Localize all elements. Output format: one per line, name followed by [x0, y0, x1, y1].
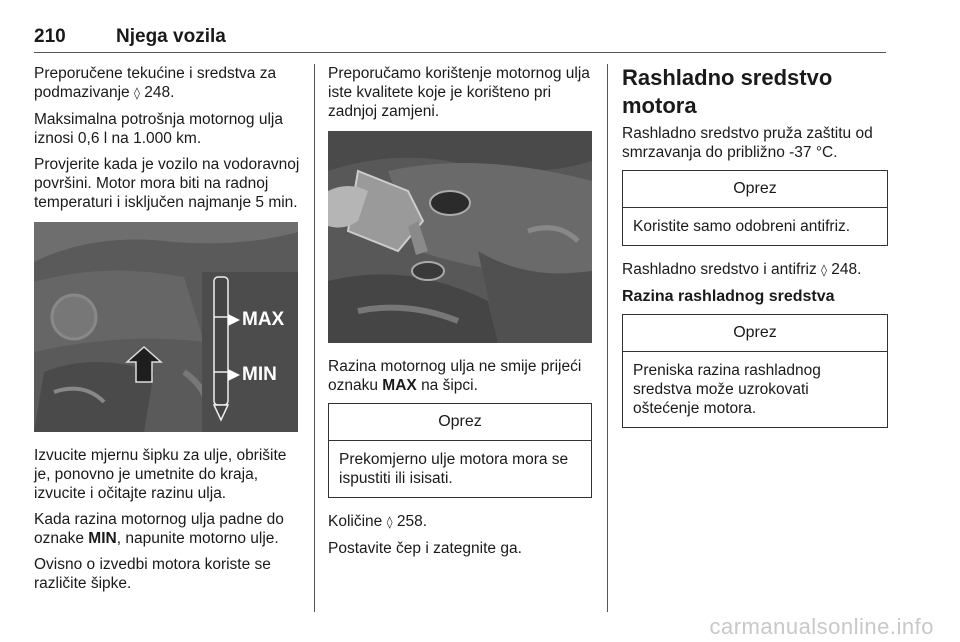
paragraph: Kada razina motornog ulja padne do oznake MIN, napunite motorno ulje.	[34, 511, 284, 547]
caution-box	[622, 170, 888, 246]
chapter-title: Njega vozila	[116, 26, 226, 47]
paragraph: Rashladno sredstvo i antifriz ◊ 248.	[622, 261, 862, 278]
column-divider	[314, 64, 315, 612]
paragraph: Provjerite kada je vozilo na vodoravnoj površini. Motor mora biti na radnoj temperaturi i isključen najmanje 5 min.	[34, 156, 300, 211]
watermark: carmanualsonline.info	[709, 614, 934, 639]
reference-icon: ◊	[133, 86, 140, 100]
page-reference: 258.	[396, 513, 428, 530]
column-3	[622, 64, 888, 442]
oil-filling-illustration	[328, 131, 592, 343]
page-number: 210	[34, 26, 66, 47]
paragraph: Preporučamo korištenje motornog ulja iste kvalitete koje je korišteno pri zadnjoj zamjeni.	[328, 65, 590, 120]
min-mark: MIN	[88, 530, 117, 547]
caution-box	[622, 314, 888, 428]
caution-title: Oprez	[623, 171, 887, 208]
caution-title: Oprez	[329, 404, 591, 441]
subsection-heading: Razina rashladnog sredstva	[622, 288, 835, 305]
reference-icon: ◊	[821, 263, 827, 277]
caution-title: Oprez	[623, 315, 887, 352]
paragraph: Preporučene tekućine i sredstva za podmazivanje ◊ 248.	[34, 65, 277, 101]
paragraph: Izvucite mjernu šipku za ulje, obrišite je, ponovno je umetnite do kraja, izvucite i očitajte razinu ulja.	[34, 447, 287, 502]
page-reference: 248.	[831, 261, 862, 278]
paragraph: Razina motornog ulja ne smije prijeći oznaku MAX na šipci.	[328, 358, 582, 394]
page-reference: 248.	[144, 84, 175, 101]
caution-text: Koristite samo odobreni antifriz.	[633, 218, 851, 235]
section-heading: Rashladno sredstvo motora	[622, 65, 833, 118]
caution-box	[328, 403, 592, 498]
paragraph: Maksimalna potrošnja motornog ulja iznosi 0,6 l na 1.000 km.	[34, 111, 283, 147]
column-2	[328, 64, 592, 565]
paragraph: Postavite čep i zategnite ga.	[328, 540, 522, 557]
paragraph: Ovisno o izvedbi motora koriste se različite šipke.	[34, 556, 271, 592]
paragraph: Količine ◊ 258.	[328, 513, 428, 530]
column-1	[34, 64, 300, 600]
caution-text: Prekomjerno ulje motora mora se ispustiti ili isisati.	[339, 451, 569, 487]
max-mark: MAX	[382, 377, 417, 394]
paragraph: Rashladno sredstvo pruža zaštitu od smrzavanja do približno -37 °C.	[622, 125, 873, 161]
min-label: MIN	[242, 364, 277, 385]
max-label: MAX	[242, 309, 285, 330]
caution-text: Preniska razina rashladnog sredstva može uzrokovati oštećenje motora.	[633, 362, 821, 417]
reference-icon: ◊	[386, 515, 393, 529]
column-divider	[607, 64, 608, 612]
dipstick-illustration	[34, 222, 298, 432]
page-header	[34, 22, 886, 53]
